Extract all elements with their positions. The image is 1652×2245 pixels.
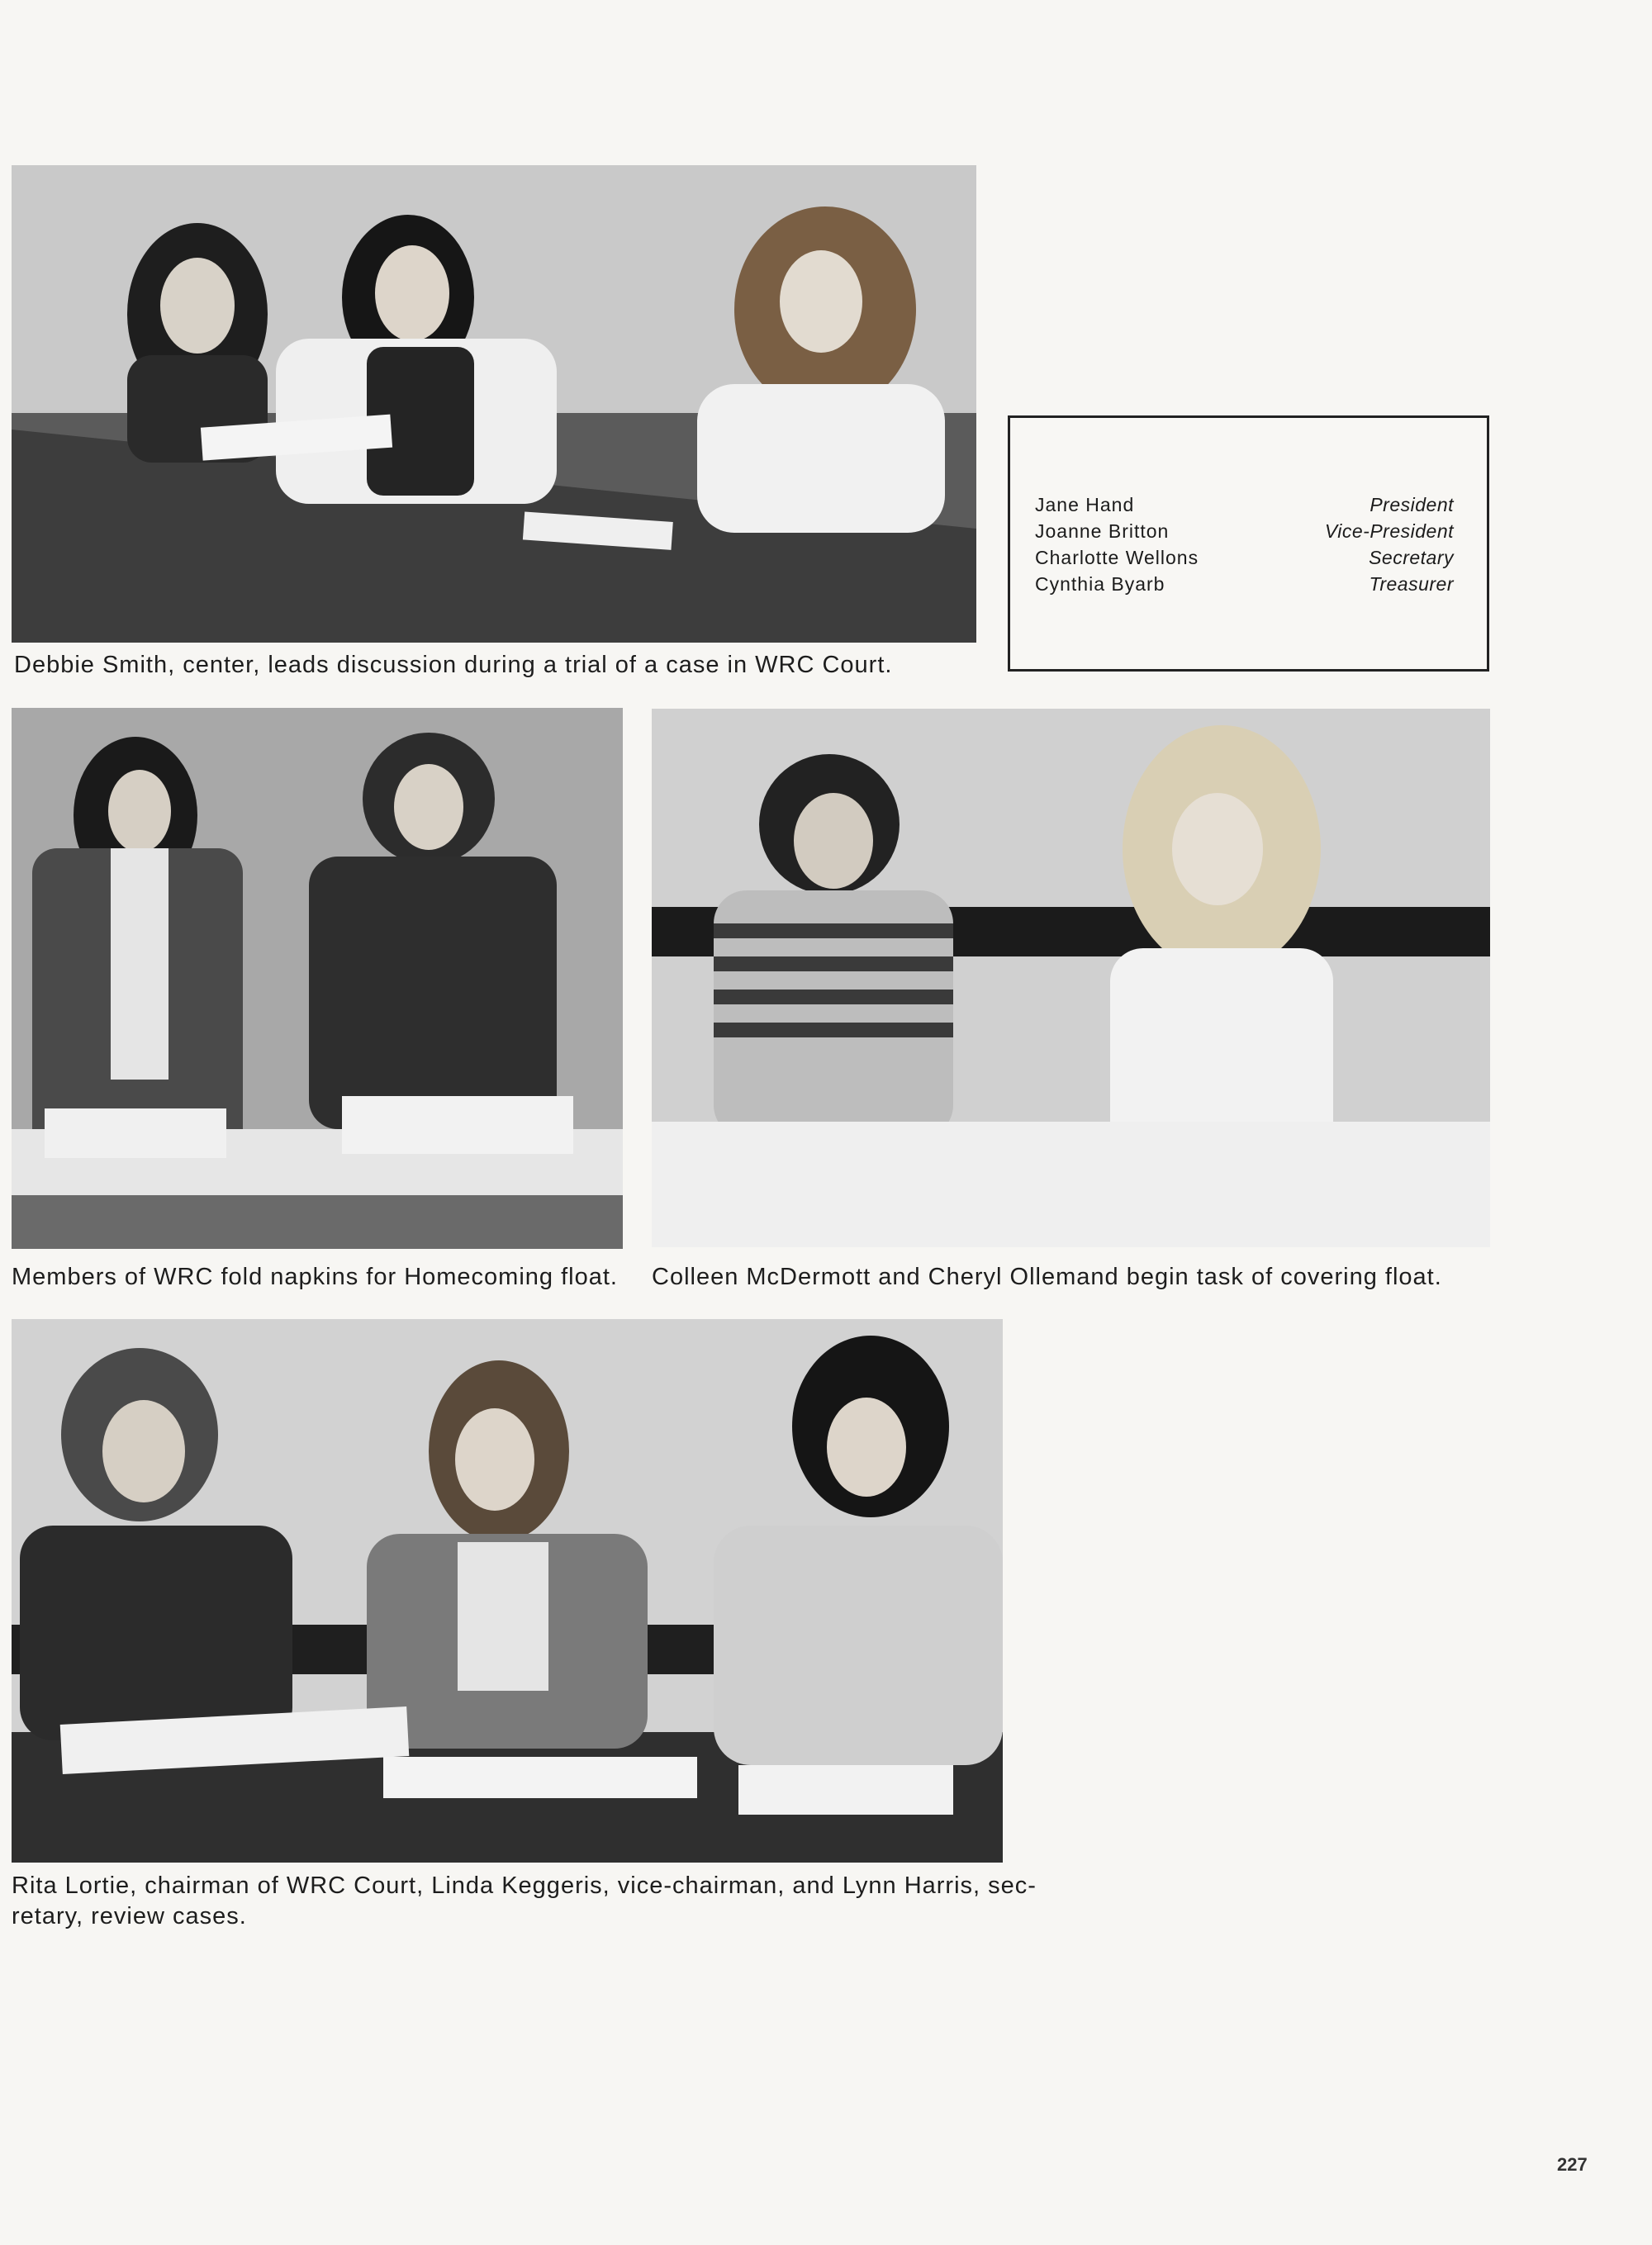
- caption-bottom-photo-line-1: Rita Lortie, chairman of WRC Court, Linda Keggeris, vice-chairman, and Lynn Harris, sec-: [12, 1872, 1037, 1899]
- photo-covering-float: [652, 709, 1490, 1247]
- caption-bottom-photo-line-2: retary, review cases.: [12, 1903, 247, 1929]
- officer-row: [1035, 573, 1454, 600]
- page-number: 227: [1557, 2154, 1588, 2175]
- officer-row: [1035, 494, 1454, 520]
- caption-top-photo: Debbie Smith, center, leads discussion during a trial of a case in WRC Court.: [14, 652, 893, 678]
- officer-row: [1035, 547, 1454, 573]
- officer-list: [1008, 415, 1489, 672]
- officer-name: Charlotte Wellons: [1035, 547, 1199, 568]
- officer-title: Secretary: [1369, 547, 1454, 568]
- officer-title: President: [1370, 494, 1454, 515]
- officer-name: Jane Hand: [1035, 494, 1135, 515]
- officer-name: Cynthia Byarb: [1035, 573, 1165, 595]
- officer-title: Vice-President: [1324, 520, 1454, 542]
- officer-title: Treasurer: [1369, 573, 1454, 595]
- officer-row: [1035, 520, 1454, 547]
- caption-middle-right-photo: Colleen McDermott and Cheryl Ollemand begin task of covering float.: [652, 1264, 1442, 1290]
- caption-middle-left-photo: Members of WRC fold napkins for Homecoming float.: [12, 1264, 618, 1290]
- officer-name: Joanne Britton: [1035, 520, 1170, 542]
- photo-folding-napkins: [12, 708, 623, 1249]
- photo-wrc-court-review: [12, 1319, 1003, 1863]
- photo-wrc-court-trial: [12, 165, 976, 643]
